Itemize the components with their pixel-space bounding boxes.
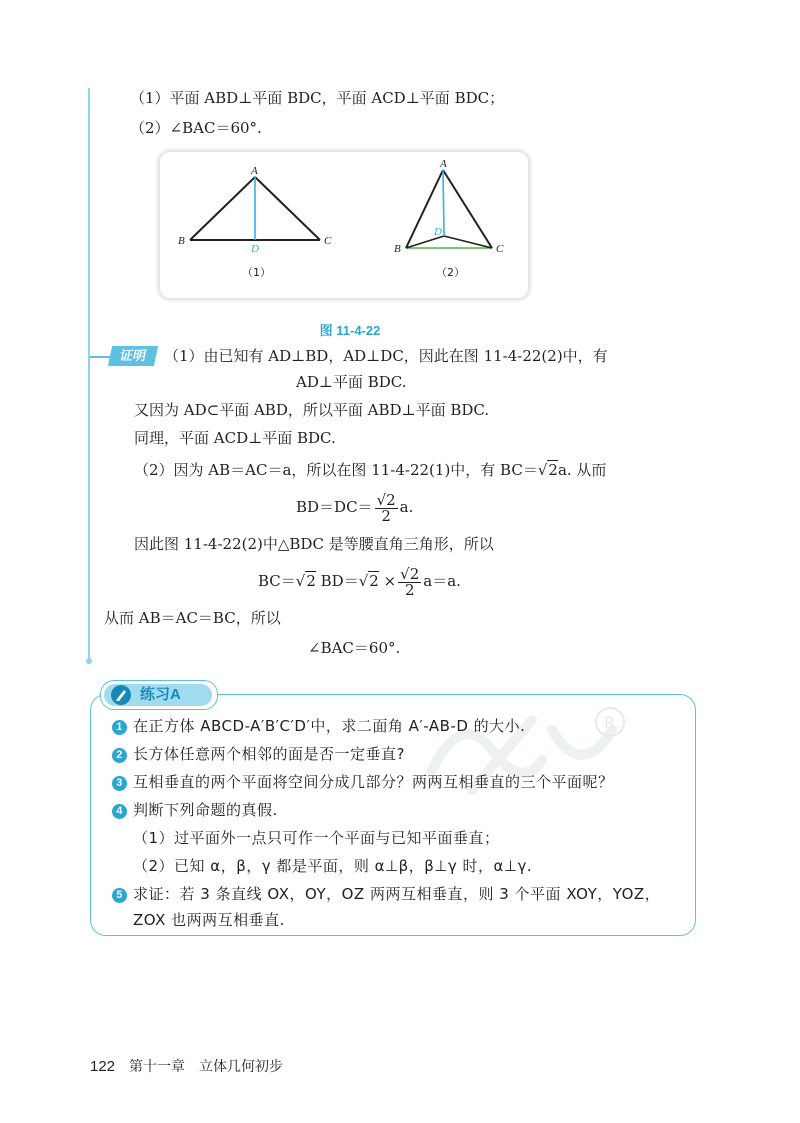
fig2-label-C: C (496, 243, 504, 255)
eq1-tail: a. (399, 498, 414, 516)
eq2-fraction (398, 564, 421, 599)
page-footer (90, 1056, 283, 1077)
exercise-item-4 (112, 800, 278, 820)
fig1-label-A: A (251, 165, 258, 177)
eq2-radicand-1: 2 (306, 572, 316, 590)
exercise-number-badge: 4 (112, 804, 127, 819)
eq2-c: × (378, 572, 397, 590)
exercise-item-text: 求证：若 3 条直线 OX，OY，OZ 两两互相垂直，则 3 个平面 XOY，YOZ， (133, 885, 661, 903)
sqrt-sign: √ (295, 572, 306, 590)
exercise-item-3 (112, 772, 614, 792)
eq1-lhs: BD＝DC＝ (296, 498, 373, 516)
eq2-denominator: 2 (404, 580, 415, 599)
exercise-item-4-1: （1）过平面外一点只可作一个平面与已知平面垂直； (133, 829, 500, 847)
proof-line-3: 又因为 AD⊂平面 ABD，所以平面 ABD⊥平面 BDC. (134, 401, 490, 419)
proof-tag: 证明 (108, 346, 158, 366)
fig1-label-D: D (251, 243, 259, 255)
exercise-item-text: 在正方体 ABCD-A′B′C′D′中，求二面角 A′-AB-D 的大小. (133, 717, 526, 735)
proof-line-7: 从而 AB＝AC＝BC，所以 (104, 609, 281, 627)
proof-line-5-text: （2）因为 AB＝AC＝a，所以在图 11-4-22(1)中，有 BC＝ (134, 461, 538, 479)
eq2-tail: a＝a. (423, 572, 461, 590)
statement-2: （2）∠BAC＝60°. (130, 119, 262, 137)
fig1-edge-AC (255, 177, 320, 240)
eq2-numerator: √2 (400, 564, 420, 583)
fig1-label-B: B (178, 235, 185, 247)
exercise-item-5 (112, 884, 660, 904)
proof-line-4: 同理，平面 ACD⊥平面 BDC. (134, 429, 336, 447)
exercise-number-badge: 2 (112, 748, 127, 763)
fig2-label-B: B (394, 243, 401, 255)
exercise-item-5-cont: ZOX 也两两互相垂直. (133, 911, 285, 929)
eq1-fraction (375, 490, 398, 525)
proof-line-5-tail: a. 从而 (557, 461, 607, 479)
eq2-radicand-2: 2 (369, 572, 379, 590)
sqrt-radicand: 2 (548, 461, 558, 479)
exercise-number-badge: 1 (112, 720, 127, 735)
fig2-label-A: A (440, 158, 447, 170)
sqrt-sign: √ (358, 572, 369, 590)
fig2-label-D: D (434, 226, 442, 238)
fig2-caption: （2） (436, 266, 465, 279)
exercise-pencil-icon (110, 684, 132, 706)
eq1-numerator: √2 (376, 490, 396, 509)
fig1-caption: （1） (242, 266, 271, 279)
margin-bar-dot (86, 658, 92, 664)
eq2-a: BC＝ (258, 572, 296, 590)
exercise-number-badge: 3 (112, 776, 127, 791)
fig2-edge-AD (443, 170, 444, 236)
exercise-item-text: 互相垂直的两个平面将空间分成几部分？两两互相垂直的三个平面呢？ (133, 773, 614, 791)
figure-caption: 图 11-4-22 (319, 323, 381, 338)
exercise-item-2 (112, 744, 405, 764)
eq2-b: BD＝ (315, 572, 359, 590)
exercise-number-badge: 5 (112, 888, 127, 903)
figure-panel (160, 152, 528, 298)
fig1-label-C: C (324, 235, 332, 247)
equation-1 (296, 492, 413, 524)
exercise-title: 练习A (140, 686, 181, 703)
statement-1: （1）平面 ABD⊥平面 BDC，平面 ACD⊥平面 BDC； (130, 89, 505, 107)
watermark-logo (412, 690, 652, 810)
exercise-item-4-2: （2）已知 α，β，γ 都是平面，则 α⊥β，β⊥γ 时，α⊥γ. (133, 857, 533, 875)
page-number: 122 (90, 1058, 116, 1075)
sqrt-sign: √ (537, 461, 548, 479)
exercise-item-text: 判断下列命题的真假. (133, 801, 278, 819)
svg-text:R: R (604, 713, 616, 732)
exercise-item-text: 长方体任意两个相邻的面是否一定垂直? (133, 745, 405, 763)
figure-svg (160, 152, 528, 298)
proof-line-5 (134, 460, 606, 480)
chapter-title: 第十一章 立体几何初步 (129, 1058, 284, 1074)
equation-2 (258, 566, 461, 598)
proof-line-2: AD⊥平面 BDC. (296, 373, 407, 391)
proof-line-6: 因此图 11-4-22(2)中△BDC 是等腰直角三角形，所以 (134, 535, 494, 553)
margin-bar (88, 88, 90, 660)
exercise-item-1 (112, 716, 525, 736)
proof-line-1: （1）由已知有 AD⊥BD，AD⊥DC，因此在图 11-4-22(2)中，有 (164, 347, 608, 365)
equation-3: ∠BAC＝60°. (308, 639, 401, 657)
fig2-edge-AC (443, 170, 492, 248)
eq1-denominator: 2 (381, 506, 391, 525)
fig1-edge-AB (190, 177, 255, 240)
